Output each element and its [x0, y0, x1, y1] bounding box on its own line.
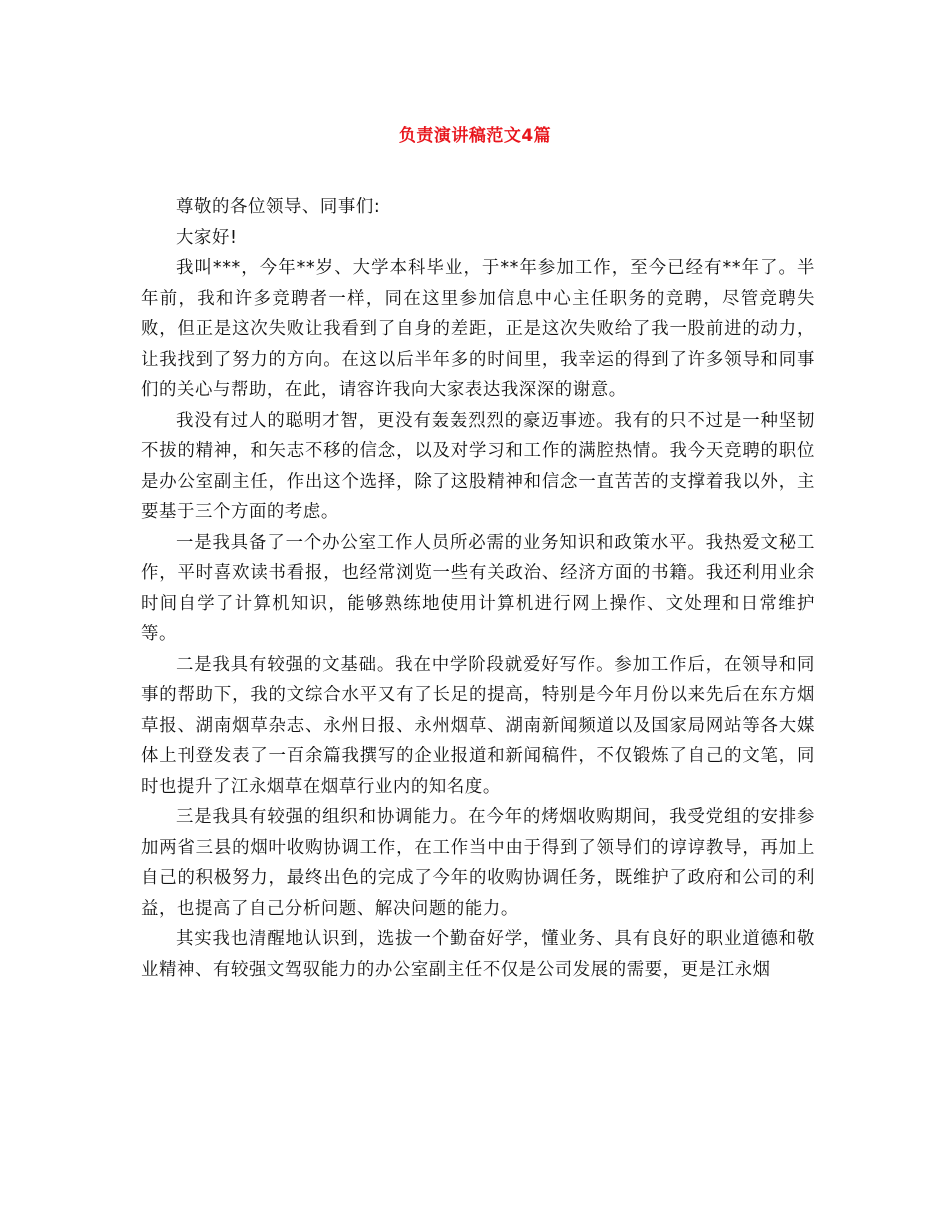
paragraph-introduction: 我叫***，今年**岁、大学本科毕业，于**年参加工作，至今已经有**年了。半年前，我和许多竞聘者一样，同在这里参加信息中心主任职务的竞聘，尽管竞聘失败，但正是这次失败让我看到了自身的差距，正是这次失败给了我一股前进的动力，让我找到了努力的方向。在这以后半年多的时间里，我幸运的得到了许多领导和同事们的关心与帮助，在此，请容许我向大家表达我深深的谢意。 [141, 258, 815, 400]
document-title: 负责演讲稿范文4篇 [398, 126, 552, 146]
paragraph-reflection: 其实我也清醒地认识到，选拔一个勤奋好学，懂业务、具有良好的职业道德和敬业精神、有较强文驾驭能力的办公室副主任不仅是公司发展的需要，更是江永烟 [141, 929, 815, 980]
greeting: 大家好! [176, 227, 238, 248]
paragraph-reason-two: 二是我具有较强的文基础。我在中学阶段就爱好写作。参加工作后，在领导和同事的帮助下，我的文综合水平又有了长足的提高，特别是今年月份以来先后在东方烟草报、湖南烟草杂志、永州日报、永州烟草、湖南新闻频道以及国家局网站等各大媒体上刊登发表了一百余篇我撰写的企业报道和新闻稿件，不仅锻炼了自己的文笔，同时也提升了江永烟草在烟草行业内的知名度。 [141, 654, 815, 797]
paragraph-motivation: 我没有过人的聪明才智，更没有轰轰烈烈的豪迈事迹。我有的只不过是一种坚韧不拔的精神，和矢志不移的信念，以及对学习和工作的满腔热情。我今天竞聘的职位是办公室副主任，作出这个选择，除了这股精神和信念一直苦苦的支撑着我以外，主要基于三个方面的考虑。 [141, 410, 815, 522]
salutation: 尊敬的各位领导、同事们: [176, 197, 381, 217]
paragraph-reason-three: 三是我具有较强的组织和协调能力。在今年的烤烟收购期间，我受党组的安排参加两省三县的烟叶收购协调工作，在工作当中由于得到了领导们的谆谆教导，再加上自己的积极努力，最终出色的完成了今年的收购协调任务，既维护了政府和公司的利益，也提高了自己分析问题、解决问题的能力。 [141, 807, 815, 919]
paragraph-reason-one: 一是我具备了一个办公室工作人员所必需的业务知识和政策水平。我热爱文秘工作，平时喜欢读书看报，也经常浏览一些有关政治、经济方面的书籍。我还利用业余时间自学了计算机知识，能够熟练地使用计算机进行网上操作、文处理和日常维护等。 [141, 532, 815, 644]
document-body [141, 192, 815, 985]
